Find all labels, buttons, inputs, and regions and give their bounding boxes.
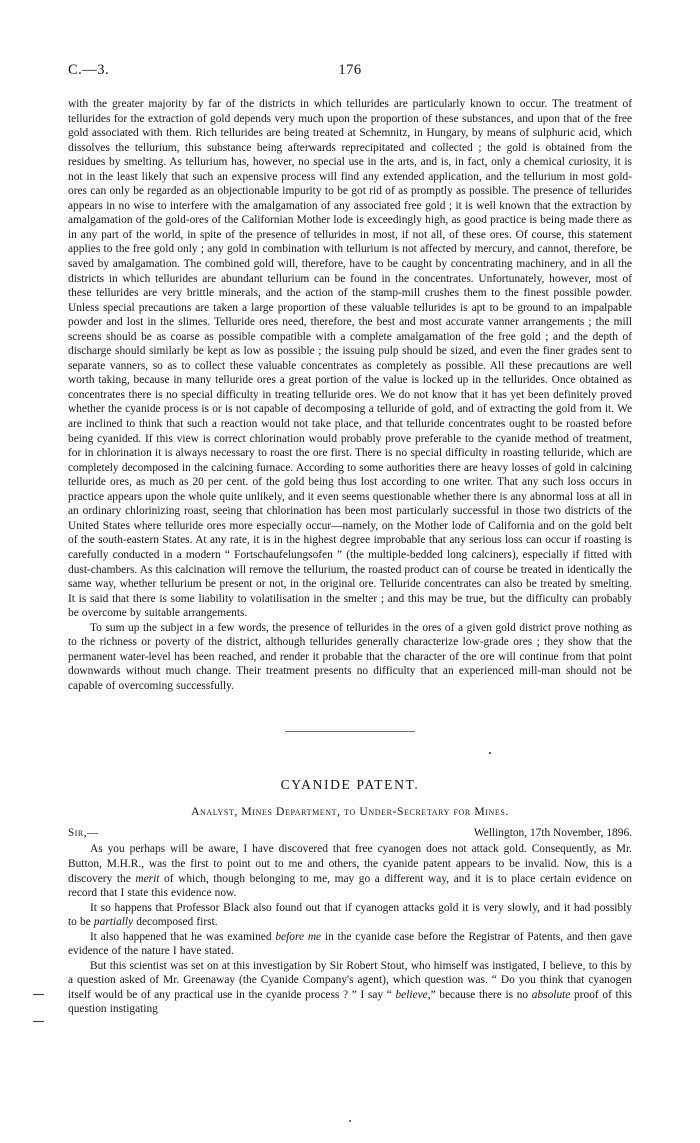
folio-left: C.—3. bbox=[68, 62, 110, 78]
letter-paragraph-3 bbox=[68, 930, 632, 959]
letter-p2-part-b: decomposed first. bbox=[133, 916, 218, 929]
letter-p3-part-b: in the cyanide case before the Registrar of Patents, and then gave evidence of the nature I have stated. bbox=[68, 930, 633, 958]
letter-p3-italic: before me bbox=[275, 930, 322, 943]
letter-paragraph-1 bbox=[68, 842, 632, 900]
letter-paragraph-4 bbox=[68, 959, 632, 1017]
letter-p4-part-a: But this scientist was set on at this investigation by Sir Robert Stout, who himself was instigated, I believe, to this by a question asked of Mr. Greenaway (the Cyanide Company's agent), which question was. “ Do you think that cyanogen itself would be of any practical use in the cyanide process ? ” I say “ bbox=[68, 959, 632, 1001]
letter-p4-part-b: proof of this question instigating bbox=[68, 988, 632, 1016]
paragraph-continuation: with the greater majority by far of the districts in which tellurides are particularly known to occur. The treatment of tellurides for the extraction of gold depends very much upon the proportion of these substances, and upon that of the free gold associated with them. Rich tellurides are being treated at Schemnitz, in Hungary, by means of sulphuric acid, which dissolves the tellurium, this substance being afterwards reprecipitated and collected ; the gold is obtained from the residues by smelting. As tellurium has, however, no special use in the arts, and is, in fact, only a chemical curiosity, it is not in the least likely that such an expensive process will find any extended application, and the tellurium in most gold-ores can only be regarded as an objectionable impurity to be got rid of as promptly as possible. The presence of tellurides appears in no wise to interfere with the amalgamation of any associated free gold ; it is well known that the extraction by amalgamation of the gold-ores of the Californian Mother lode is exceedingly high, as good practice is being made there as in any part of the world, in spite of the presence of tellurides in most, if not all, of these ores. Of course, this statement applies to the free gold only ; any gold in combination with tellurium is not affected by mercury, and cannot, therefore, be saved by amalgamation. The combined gold will, therefore, have to be caught by concentrating machinery, and in all the districts in which tellurides are abundant tellurium can be found in the concentrates. Unfortunately, however, most of these tellurides are very brittle minerals, and the action of the stamp-mill crushes them to the finest possible powder. Unless special precautions are taken a large proportion of these valuable tellurides is apt to be ground to an impalpable powder and lost in the slimes. Telluride ores need, therefore, the best and most accurate vanner arrangements ; the mill screens should be as coarse as possible compatible with a complete amalgamation of the free gold ; and the depth of discharge should similarly be kept as low as possible ; the issuing pulp should be sized, and even the finer grades sent to separate vanners, so as to collect these valuable concentrates as completely as possible. All these precautions are well worth taking, because in many telluride ores a great portion of the value is locked up in the tellurides. Once obtained as concentrates there is no special difficulty in treating telluride ores. We do not know that it has yet been definitely proved whether the cyanide process is or is not capable of decomposing a telluride of gold, and of extracting the gold from it. We are inclined to think that such a reaction would not take place, and that telluride concentrates ought to be roasted before being cyanided. If this view is correct chlorination would probably prove preferable to the cyanide method of treatment, for in chlorination it is always necessary to roast the ore first. There is no special difficulty in roasting telluride, which are completely decomposed in the calcining furnace. According to some authorities there are heavy losses of gold in calcining telluride ores, as much as 20 per cent. of the gold being thus lost according to one writer. That any such loss occurs in practice appears upon the whole quite unlikely, and it even seems questionable whether there is any abnormal loss at all in an ordinary chlorinizing roast, seeing that chlorination has been most particularly successful in those two districts of the United States where telluride ores more especially occur—namely, on the Mother lode of California and on the gold belt of the south-eastern States. At any rate, it is in the highest degree improbable that any serious loss can occur if roasting is carefully conducted in a modern “ Fortschaufelungsofen ” (the multiple-bedded long calciners), especially if fitted with dust-chambers. As this calcination will remove the tellurium, the roasted product can of course be treated in identically the same way, whether tellurium be present or not, in the original ore. Telluride concentrates can also be treated by smelting. It is said that there is some liability to volatilisation in the smelter ; and this may be true, but the difficulty can probably be overcome by suitable arrangements. bbox=[68, 98, 632, 620]
salutation: Sir,— bbox=[68, 827, 99, 840]
letter-p3-part-a: It also happened that he was examined bbox=[90, 930, 276, 943]
place-and-date: Wellington, 17th November, 1896. bbox=[473, 827, 632, 840]
paragraph-summary: To sum up the subject in a few words, the presence of tellurides in the ores of a given gold district prove nothing as to the richness or poverty of the district, although tellurides generally characterize low-grade ores ; they show that the permanent water-level has been reached, and render it probable that the character of the ore will continue from that point downwards without much change. Their treatment presents no difficulty that an experienced mill-man should not be capable of overcoming successfully. bbox=[68, 621, 632, 692]
section-title: CYANIDE PATENT. bbox=[280, 777, 420, 793]
letter-p4-italic-2: absolute bbox=[531, 988, 571, 1001]
letter-p2-italic: partially bbox=[93, 916, 134, 929]
page-number: 176 bbox=[338, 62, 362, 78]
letter-paragraph-2 bbox=[68, 901, 632, 930]
body-column bbox=[68, 97, 632, 1017]
section-divider bbox=[68, 719, 632, 737]
margin-mark-upper bbox=[33, 994, 44, 995]
letter-p1-italic: merit bbox=[135, 872, 160, 885]
page-speck-right bbox=[489, 752, 491, 754]
page-speck-bottom bbox=[349, 1120, 351, 1122]
letter-p2-part-a: It so happens that Professor Black also found out that if cyanogen attacks gold it is very slowly, and it had possibly to be bbox=[68, 901, 632, 929]
page-header bbox=[0, 62, 700, 82]
letter-p4-mid: ,” because there is no bbox=[427, 988, 532, 1001]
letter-p1-part-b: of which, though belonging to me, may go a different way, and it is to place certain evidence on record that I state this evidence now. bbox=[68, 872, 632, 900]
letter-p1-part-a: As you perhaps will be aware, I have discovered that free cyanogen does not attack gold. Consequently, as Mr. Button, M.H.R., was the first to point out to me and others, the cyanide patent appears to be invalid. Now, this is a discovery the bbox=[68, 843, 632, 885]
margin-mark-lower bbox=[33, 1021, 44, 1022]
section-subtitle: Analyst, Mines Department, to Under-Secretary for Mines. bbox=[191, 805, 509, 819]
letter-p4-italic-1: believe bbox=[395, 988, 428, 1001]
letter-heading bbox=[68, 827, 632, 842]
divider-rule bbox=[285, 731, 415, 732]
